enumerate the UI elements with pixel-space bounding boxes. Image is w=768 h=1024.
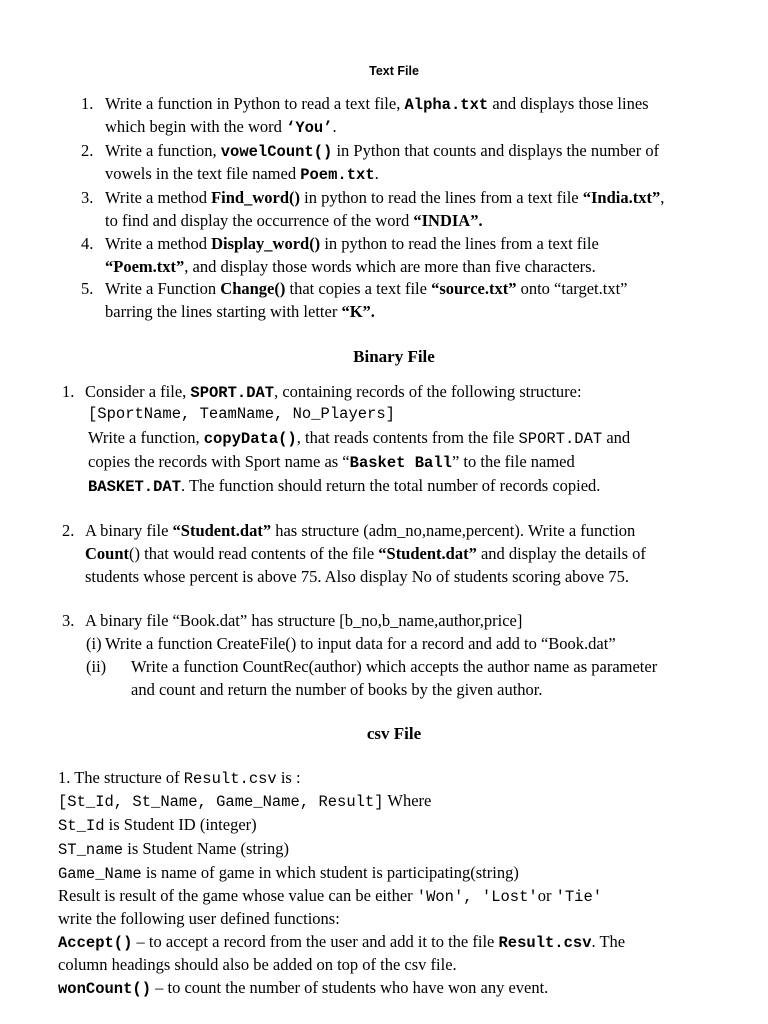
question-line: 1. The structure of Result.csv is : xyxy=(58,768,301,788)
question-line: Game_Name is name of game in which student is participating(string) xyxy=(58,863,519,883)
question-line: BASKET.DAT. The function should return the total number of records copied. xyxy=(88,476,601,496)
question-line: barring the lines starting with letter “K”. xyxy=(105,302,375,321)
function-name: Change() xyxy=(220,279,286,298)
question-line: Write a function, vowelCount() in Python that counts and displays the number of xyxy=(105,141,660,161)
record-structure: [SportName, TeamName, No_Players] xyxy=(88,405,395,423)
question-line: Write a method Display_word() in python to read the lines from a text file xyxy=(105,234,599,253)
record-structure: [St_Id, St_Name, Game_Name, Result] xyxy=(58,793,384,811)
csv-file-title: csv File xyxy=(366,724,422,743)
function-name: Count xyxy=(85,544,130,563)
question-line: students whose percent is above 75. Also display No of students scoring above 75. xyxy=(85,567,629,586)
filename: SPORT.DAT xyxy=(190,384,275,402)
function-name: vowelCount() xyxy=(220,143,333,161)
function-name: copyData() xyxy=(203,430,297,448)
filename: Result.csv xyxy=(183,770,277,788)
value-won: 'Won', xyxy=(416,888,482,906)
question-line: Write a function CountRec(author) which accepts the author name as parameter xyxy=(131,657,658,676)
q-number: 5. xyxy=(81,279,94,298)
question-line: and count and return the number of books by the given author. xyxy=(131,680,543,699)
function-name: Accept() xyxy=(58,934,133,952)
question-line: Count() that would read contents of the file “Student.dat” and display the details of xyxy=(85,544,646,563)
question-line: St_Id is Student ID (integer) xyxy=(58,815,257,835)
keyword: “INDIA”. xyxy=(413,211,483,230)
filename: BASKET.DAT xyxy=(88,478,182,496)
text-file-title: Text File xyxy=(369,64,419,78)
sub-label: (i) xyxy=(86,634,102,653)
field-name: Game_Name xyxy=(58,865,142,883)
question-line: Write a function, copyData(), that reads contents from the file SPORT.DAT and xyxy=(88,428,631,448)
question-line: Accept() – to accept a record from the user and add it to the file Result.csv. The xyxy=(58,932,626,952)
q-number: 1. xyxy=(62,382,75,401)
question-line: write the following user defined functions: xyxy=(58,909,340,928)
question-line: wonCount() – to count the number of students who have won any event. xyxy=(58,978,549,998)
question-line: A binary file “Book.dat” has structure [b_no,b_name,author,price] xyxy=(85,611,523,630)
q-number: 4. xyxy=(81,234,94,253)
question-line: copies the records with Sport name as “Basket Ball” to the file named xyxy=(88,452,575,472)
binary-file-title: Binary File xyxy=(353,347,435,366)
filename: “Poem.txt” xyxy=(105,257,185,276)
question-line: Write a method Find_word() in python to read the lines from a text file “India.txt”, xyxy=(105,188,665,207)
keyword: “K”. xyxy=(341,302,375,321)
q-number: 1. xyxy=(81,94,94,113)
question-line: Result is result of the game whose value can be either 'Won', 'Lost'or 'Tie' xyxy=(58,886,603,906)
value-tie: 'Tie' xyxy=(555,888,603,906)
question-line: column headings should also be added on top of the csv file. xyxy=(58,955,457,974)
field-name: St_Id xyxy=(58,817,105,835)
q-number: 3. xyxy=(81,188,94,207)
filename: “Student.dat” xyxy=(172,521,272,540)
filename: “India.txt” xyxy=(582,188,661,207)
q-number: 3. xyxy=(62,611,75,630)
question-line: Write a Function Change() that copies a text file “source.txt” onto “target.txt” xyxy=(105,279,628,298)
filename: SPORT.DAT xyxy=(518,430,603,448)
q-number: 2. xyxy=(62,521,75,540)
value-lost: 'Lost' xyxy=(481,888,538,906)
filename: “source.txt” xyxy=(431,279,517,298)
question-line: ST_name is Student Name (string) xyxy=(58,839,290,859)
question-line: Write a function CreateFile() to input data for a record and add to “Book.dat” xyxy=(105,634,616,653)
question-line: to find and display the occurrence of the word “INDIA”. xyxy=(105,211,483,230)
question-line: vowels in the text file named Poem.txt. xyxy=(105,164,379,184)
question-line: “Poem.txt”, and display those words which are more than five characters. xyxy=(105,257,596,276)
filename: Poem.txt xyxy=(300,166,375,184)
field-name: ST_name xyxy=(58,841,124,859)
function-name: wonCount() xyxy=(58,980,152,998)
filename: Result.csv xyxy=(498,934,592,952)
sub-label: (ii) xyxy=(86,657,107,676)
filename: Alpha.txt xyxy=(404,96,489,114)
question-line: A binary file “Student.dat” has structure (adm_no,name,percent). Write a function xyxy=(85,521,636,540)
question-line: which begin with the word ‘You’. xyxy=(105,117,337,137)
filename: “Student.dat” xyxy=(378,544,477,563)
question-line: [St_Id, St_Name, Game_Name, Result] Where xyxy=(58,791,432,811)
q-number: 2. xyxy=(81,141,94,160)
keyword: ‘You’ xyxy=(286,119,333,137)
question-line: Write a function in Python to read a text file, Alpha.txt and displays those lines xyxy=(105,94,649,114)
keyword: Basket Ball xyxy=(349,454,452,472)
function-name: Display_word() xyxy=(211,234,321,253)
function-name: Find_word() xyxy=(211,188,301,207)
question-line: Consider a file, SPORT.DAT, containing records of the following structure: xyxy=(85,382,582,402)
